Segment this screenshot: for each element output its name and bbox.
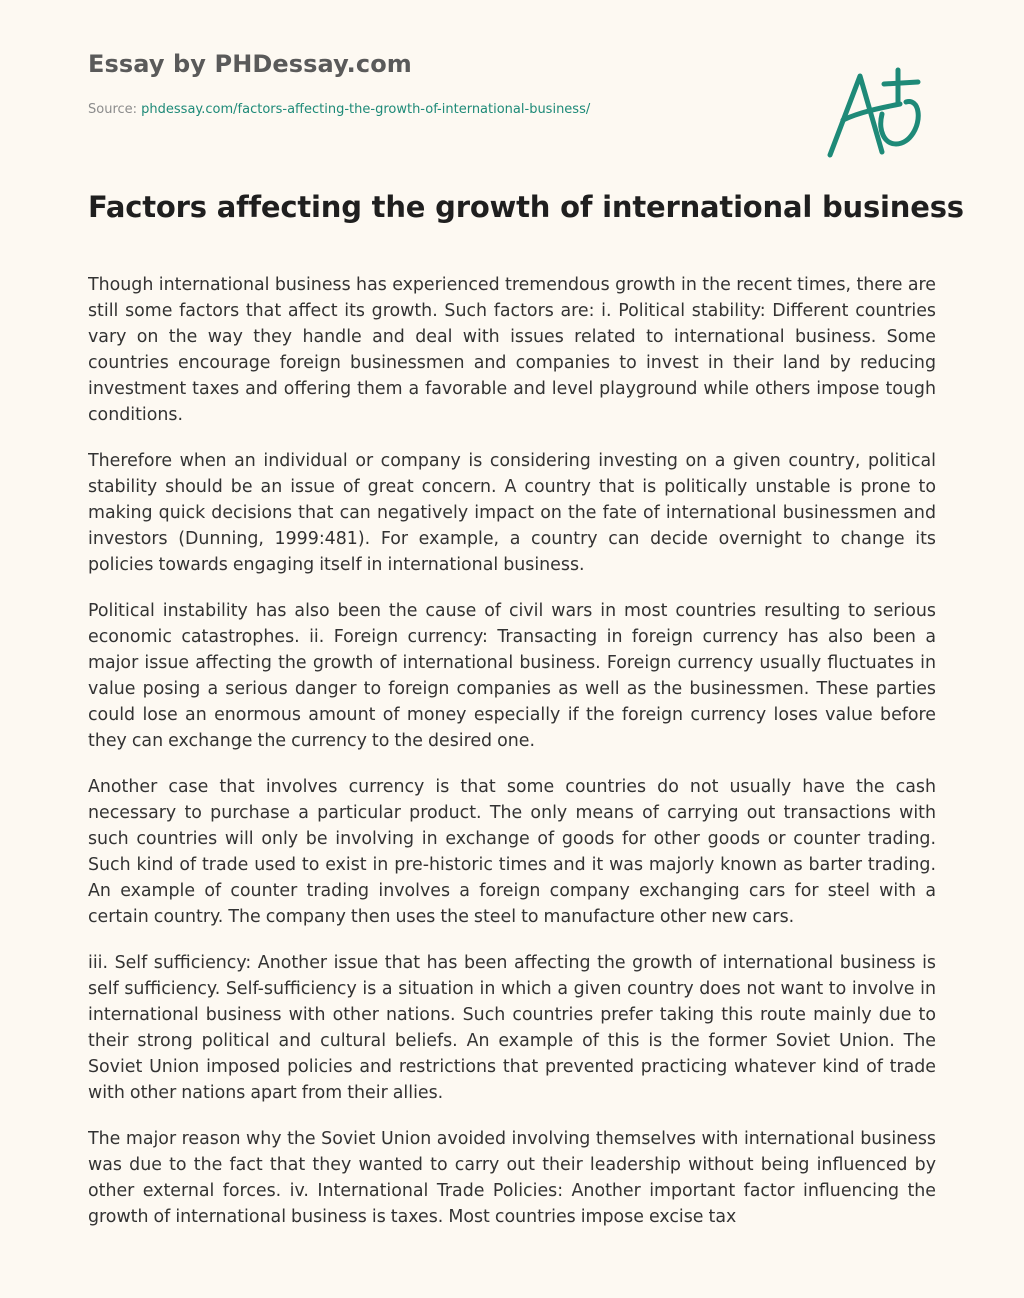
essay-paragraph: Political instability has also been the cause of civil wars in most countries resulting to serious economic catastrophes. ii. Foreign currency: Transacting in foreign currency has also been a major issue affecting the growth of international business. Foreign currency usually fluctuates in value posing a serious danger to foreign companies as well as the businessmen. These parties could lose an enormous amount of money especially if the foreign currency loses value before they can exchange the currency to the desired one. bbox=[88, 601, 936, 751]
site-brand: Essay by PHDessay.com bbox=[88, 50, 412, 78]
essay-paragraph: The major reason why the Soviet Union avoided involving themselves with international business was due to the fact that they wanted to carry out their leadership without being influenced by other external forces. iv. International Trade Policies: Another important factor influencing the growth of international business is taxes. Most countries impose excise tax bbox=[88, 1129, 936, 1227]
source-line bbox=[88, 102, 590, 117]
a-plus-logo-icon bbox=[820, 62, 930, 162]
essay-title: Factors affecting the growth of international business bbox=[88, 190, 964, 224]
essay-paragraph: iii. Self sufficiency: Another issue that has been affecting the growth of international business is self sufficiency. Self-sufficiency is a situation in which a given country does not want to involve in international business with other nations. Such countries prefer taking this route mainly due to their strong political and cultural beliefs. An example of this is the former Soviet Union. The Soviet Union imposed policies and restrictions that prevented practicing whatever kind of trade with other nations apart from their allies. bbox=[88, 953, 936, 1103]
essay-body bbox=[88, 272, 936, 1252]
essay-paragraph: Therefore when an individual or company is considering investing on a given country, political stability should be an issue of great concern. A country that is politically unstable is prone to making quick decisions that can negatively impact on the fate of international businessmen and investors (Dunning, 1999:481). For example, a country can decide overnight to change its policies towards engaging itself in international business. bbox=[88, 451, 936, 575]
essay-paragraph: Though international business has experienced tremendous growth in the recent times, there are still some factors that affect its growth. Such factors are: i. Political stability: Different countries vary on the way they handle and deal with issues related to international business. Some countries encourage foreign businessmen and companies to invest in their land by reducing investment taxes and offering them a favorable and level playground while others impose tough conditions. bbox=[88, 275, 936, 425]
source-label: Source: bbox=[88, 102, 142, 117]
source-link[interactable]: phdessay.com/factors-affecting-the-growth-of-international-business/ bbox=[141, 102, 591, 117]
essay-paragraph: Another case that involves currency is that some countries do not usually have the cash necessary to purchase a particular product. The only means of carrying out transactions with such countries will only be involving in exchange of goods for other goods or counter trading. Such kind of trade used to exist in pre-historic times and it was majorly known as barter trading. An example of counter trading involves a foreign company exchanging cars for steel with a certain country. The company then uses the steel to manufacture other new cars. bbox=[88, 777, 936, 927]
